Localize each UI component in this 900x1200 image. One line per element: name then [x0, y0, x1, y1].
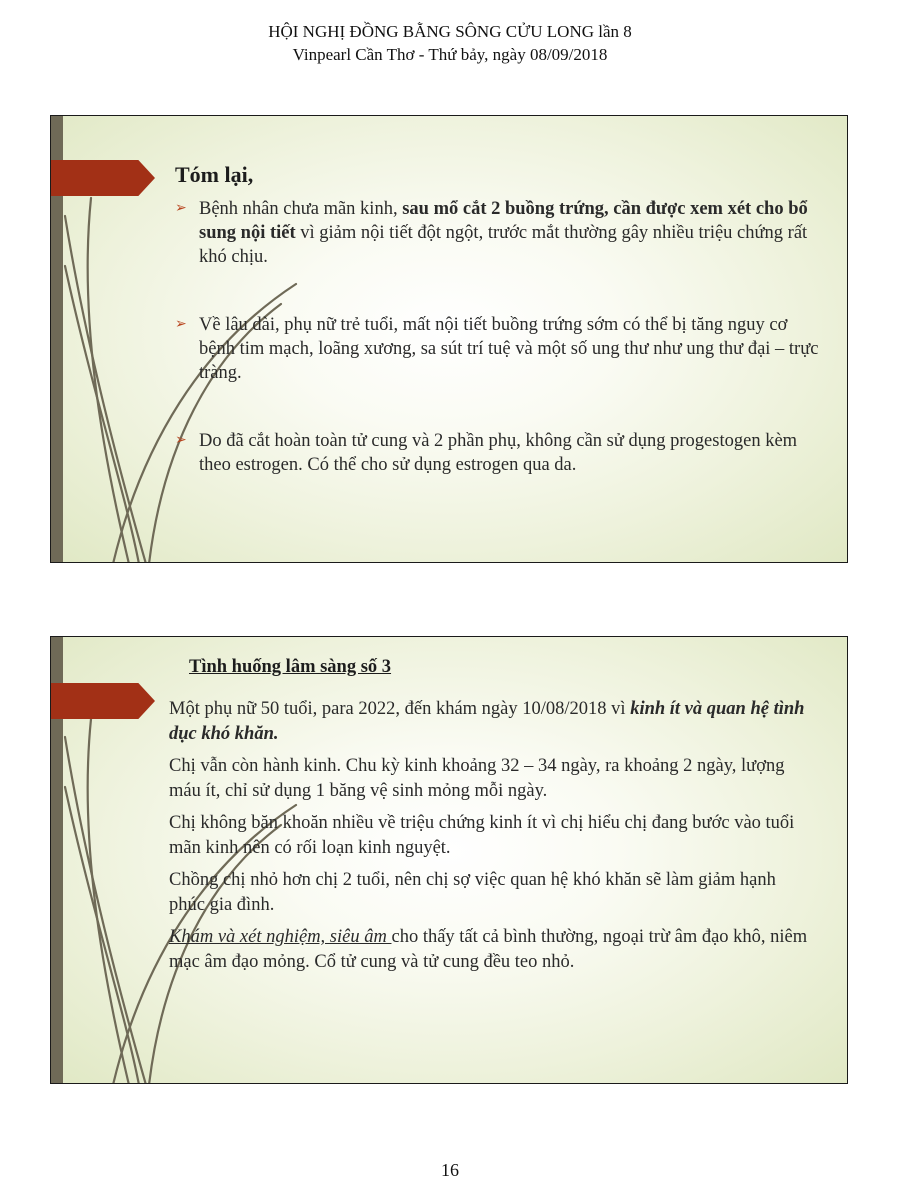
arrow-bullet-icon: ➢ [175, 433, 187, 448]
case-paragraph [169, 697, 809, 746]
arrow-bullet-icon: ➢ [175, 317, 187, 332]
bullet-text: Do đã cắt hoàn toàn tử cung và 2 phần phụ, không cần sử dụng progestogen kèm theo estrogen. Có thể cho sử dụng estrogen qua da. [199, 431, 798, 475]
slide-summary [50, 115, 848, 563]
case-description [169, 697, 809, 982]
arrow-bullet-icon: ➢ [175, 201, 187, 216]
slide-tag-marker [51, 683, 155, 719]
paragraph-text: cho thấy tất cả bình thường, ngoại trừ âm đạo khô, niêm mạc âm đạo mỏng. Cổ tử cung và tử cung đều teo nhỏ. [169, 927, 808, 972]
bullet-item [175, 429, 825, 477]
bullet-text-post: vì giảm nội tiết đột ngột, trước mắt thường gây nhiều triệu chứng rất khó chịu. [199, 223, 808, 267]
case-paragraph: Chồng chị nhỏ hơn chị 2 tuổi, nên chị sợ việc quan hệ khó khăn sẽ làm giảm hạnh phúc gia đình. [169, 870, 776, 915]
header-conference-title: HỘI NGHỊ ĐỒNG BẰNG SÔNG CỬU LONG lần 8 [268, 22, 632, 41]
slide-title: Tình huống lâm sàng số 3 [189, 657, 392, 677]
bullet-list [175, 197, 825, 521]
slide-tag-marker [51, 160, 155, 196]
paragraph-text: Một phụ nữ 50 tuổi, para 2022, đến khám ngày 10/08/2018 vì [169, 699, 631, 719]
document-header [0, 20, 900, 66]
paragraph-emphasis: kinh ít và quan hệ tình dục khó khăn. [169, 699, 805, 744]
slide-title: Tóm lại, [175, 162, 254, 187]
bullet-item [175, 197, 825, 269]
bullet-item [175, 313, 825, 385]
case-paragraph: Chị vẫn còn hành kinh. Chu kỳ kinh khoảng 32 – 34 ngày, ra khoảng 2 ngày, lượng máu ít, chỉ sử dụng 1 băng vệ sinh mỏng mỗi ngày. [169, 756, 785, 801]
slide-clinical-case [50, 636, 848, 1084]
page-number: 16 [441, 1160, 459, 1180]
bullet-text-pre: Bệnh nhân chưa mãn kinh, [199, 199, 403, 219]
bullet-text-bold: sau mổ cắt 2 buồng trứng, cần được xem xét cho bổ sung nội tiết [199, 199, 808, 243]
header-venue-date: Vinpearl Cần Thơ - Thứ bảy, ngày 08/09/2018 [292, 45, 608, 64]
case-paragraph [169, 925, 809, 974]
case-paragraph: Chị không băn khoăn nhiều về triệu chứng kinh ít vì chị hiểu chị đang bước vào tuổi mãn kinh nên có rối loạn kinh nguyệt. [169, 813, 795, 858]
paragraph-emphasis: Khám và xét nghiệm, siêu âm [169, 927, 392, 947]
bullet-text: Về lâu dài, phụ nữ trẻ tuổi, mất nội tiết buồng trứng sớm có thể bị tăng nguy cơ bệnh tim mạch, loãng xương, sa sút trí tuệ và một số ung thư như ung thư đại – trực tràng. [199, 315, 819, 383]
